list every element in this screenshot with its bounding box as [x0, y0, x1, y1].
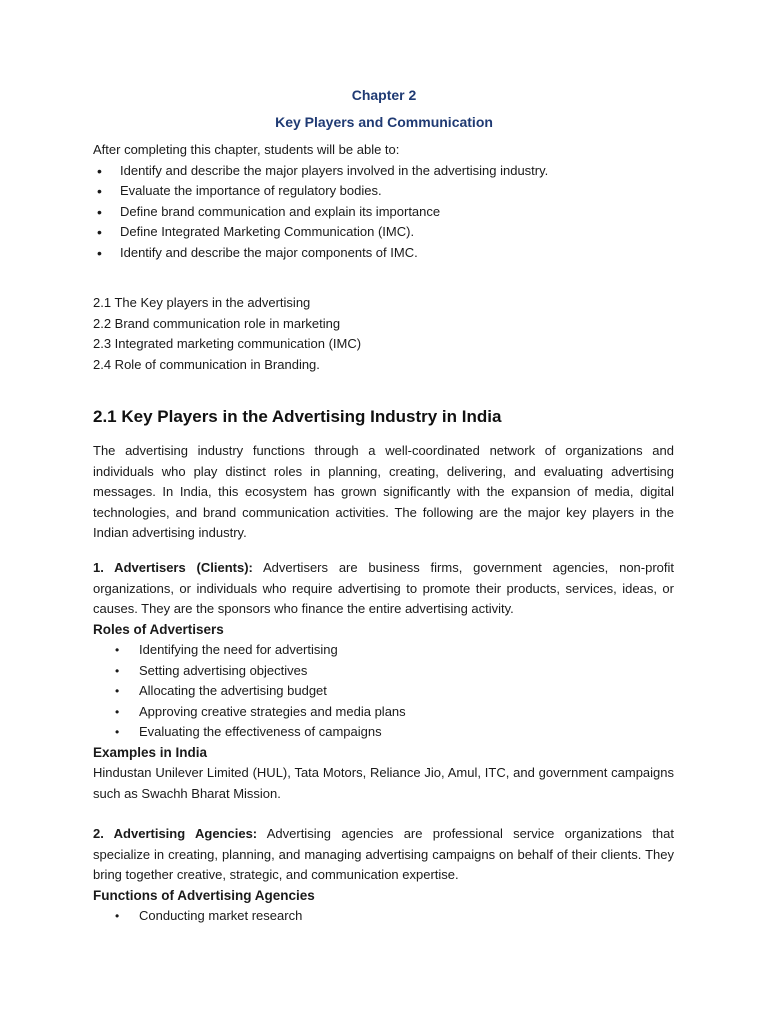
- agencies-lead: 2. Advertising Agencies:: [93, 826, 258, 841]
- toc-item: 2.2 Brand communication role in marketing: [93, 315, 341, 331]
- objectives-intro: After completing this chapter, students will be able to:: [93, 142, 400, 157]
- list-item: • Identify and describe the major components of IMC.: [93, 243, 674, 264]
- table-of-contents: [93, 293, 674, 375]
- roles-heading: Roles of Advertisers: [93, 621, 224, 637]
- advertisers-lead: 1. Advertisers (Clients):: [93, 560, 253, 575]
- advertisers-text: Advertisers are business firms, government agencies, non-profit organizations, or individuals who require advertising to promote their products, services, ideas, or causes. They are the sponsors who finance the entire advertising activity.: [93, 560, 675, 616]
- agencies-paragraph: [93, 824, 674, 886]
- list-item: • Identify and describe the major players involved in the advertising industry.: [93, 161, 674, 182]
- chapter-title: Key Players and Communication: [275, 114, 493, 130]
- section-heading: 2.1 Key Players in the Advertising Industry in India: [93, 407, 502, 426]
- toc-item: 2.4 Role of communication in Branding.: [93, 356, 320, 372]
- functions-heading: Functions of Advertising Agencies: [93, 887, 315, 903]
- list-item: • Identifying the need for advertising: [115, 640, 674, 661]
- agencies-text: Advertising agencies are professional service organizations that specialize in creating, planning, and managing advertising campaigns on behalf of their clients. They bring together creative, strategic, and communication expertise.: [93, 826, 674, 882]
- functions-list: [93, 906, 674, 927]
- agencies-section: [93, 824, 674, 927]
- toc-item: 2.3 Integrated marketing communication (IMC): [93, 336, 362, 351]
- list-item: • Approving creative strategies and media plans: [115, 702, 674, 723]
- list-item: • Allocating the advertising budget: [115, 681, 674, 702]
- examples-text: Hindustan Unilever Limited (HUL), Tata Motors, Reliance Jio, Amul, ITC, and government campaigns such as Swachh Bharat Mission.: [93, 765, 674, 801]
- advertisers-paragraph: [93, 558, 674, 620]
- section-intro-text: The advertising industry functions through a well-coordinated network of organizations and individuals who play distinct roles in planning, creating, delivering, and evaluating advertising messages. In India, this ecosystem has grown significantly with the expansion of media, digital technologies, and brand communication activities. The following are the major key players in the Indian advertising industry.: [93, 443, 674, 540]
- list-item: • Evaluating the effectiveness of campaigns: [115, 722, 674, 743]
- list-item: • Define brand communication and explain its importance: [93, 202, 674, 223]
- examples-heading: Examples in India: [93, 744, 208, 760]
- chapter-number: Chapter 2: [351, 87, 417, 103]
- advertisers-section: [93, 558, 674, 804]
- objectives-list: [93, 161, 674, 264]
- section-intro: [93, 441, 674, 544]
- roles-list: [93, 640, 674, 743]
- objectives-block: [93, 140, 674, 263]
- list-item: • Define Integrated Marketing Communication (IMC).: [93, 222, 674, 243]
- list-item: • Evaluate the importance of regulatory bodies.: [93, 181, 674, 202]
- list-item: • Conducting market research: [115, 906, 674, 927]
- toc-item: 2.1 The Key players in the advertising: [93, 295, 311, 310]
- list-item: • Setting advertising objectives: [115, 661, 674, 682]
